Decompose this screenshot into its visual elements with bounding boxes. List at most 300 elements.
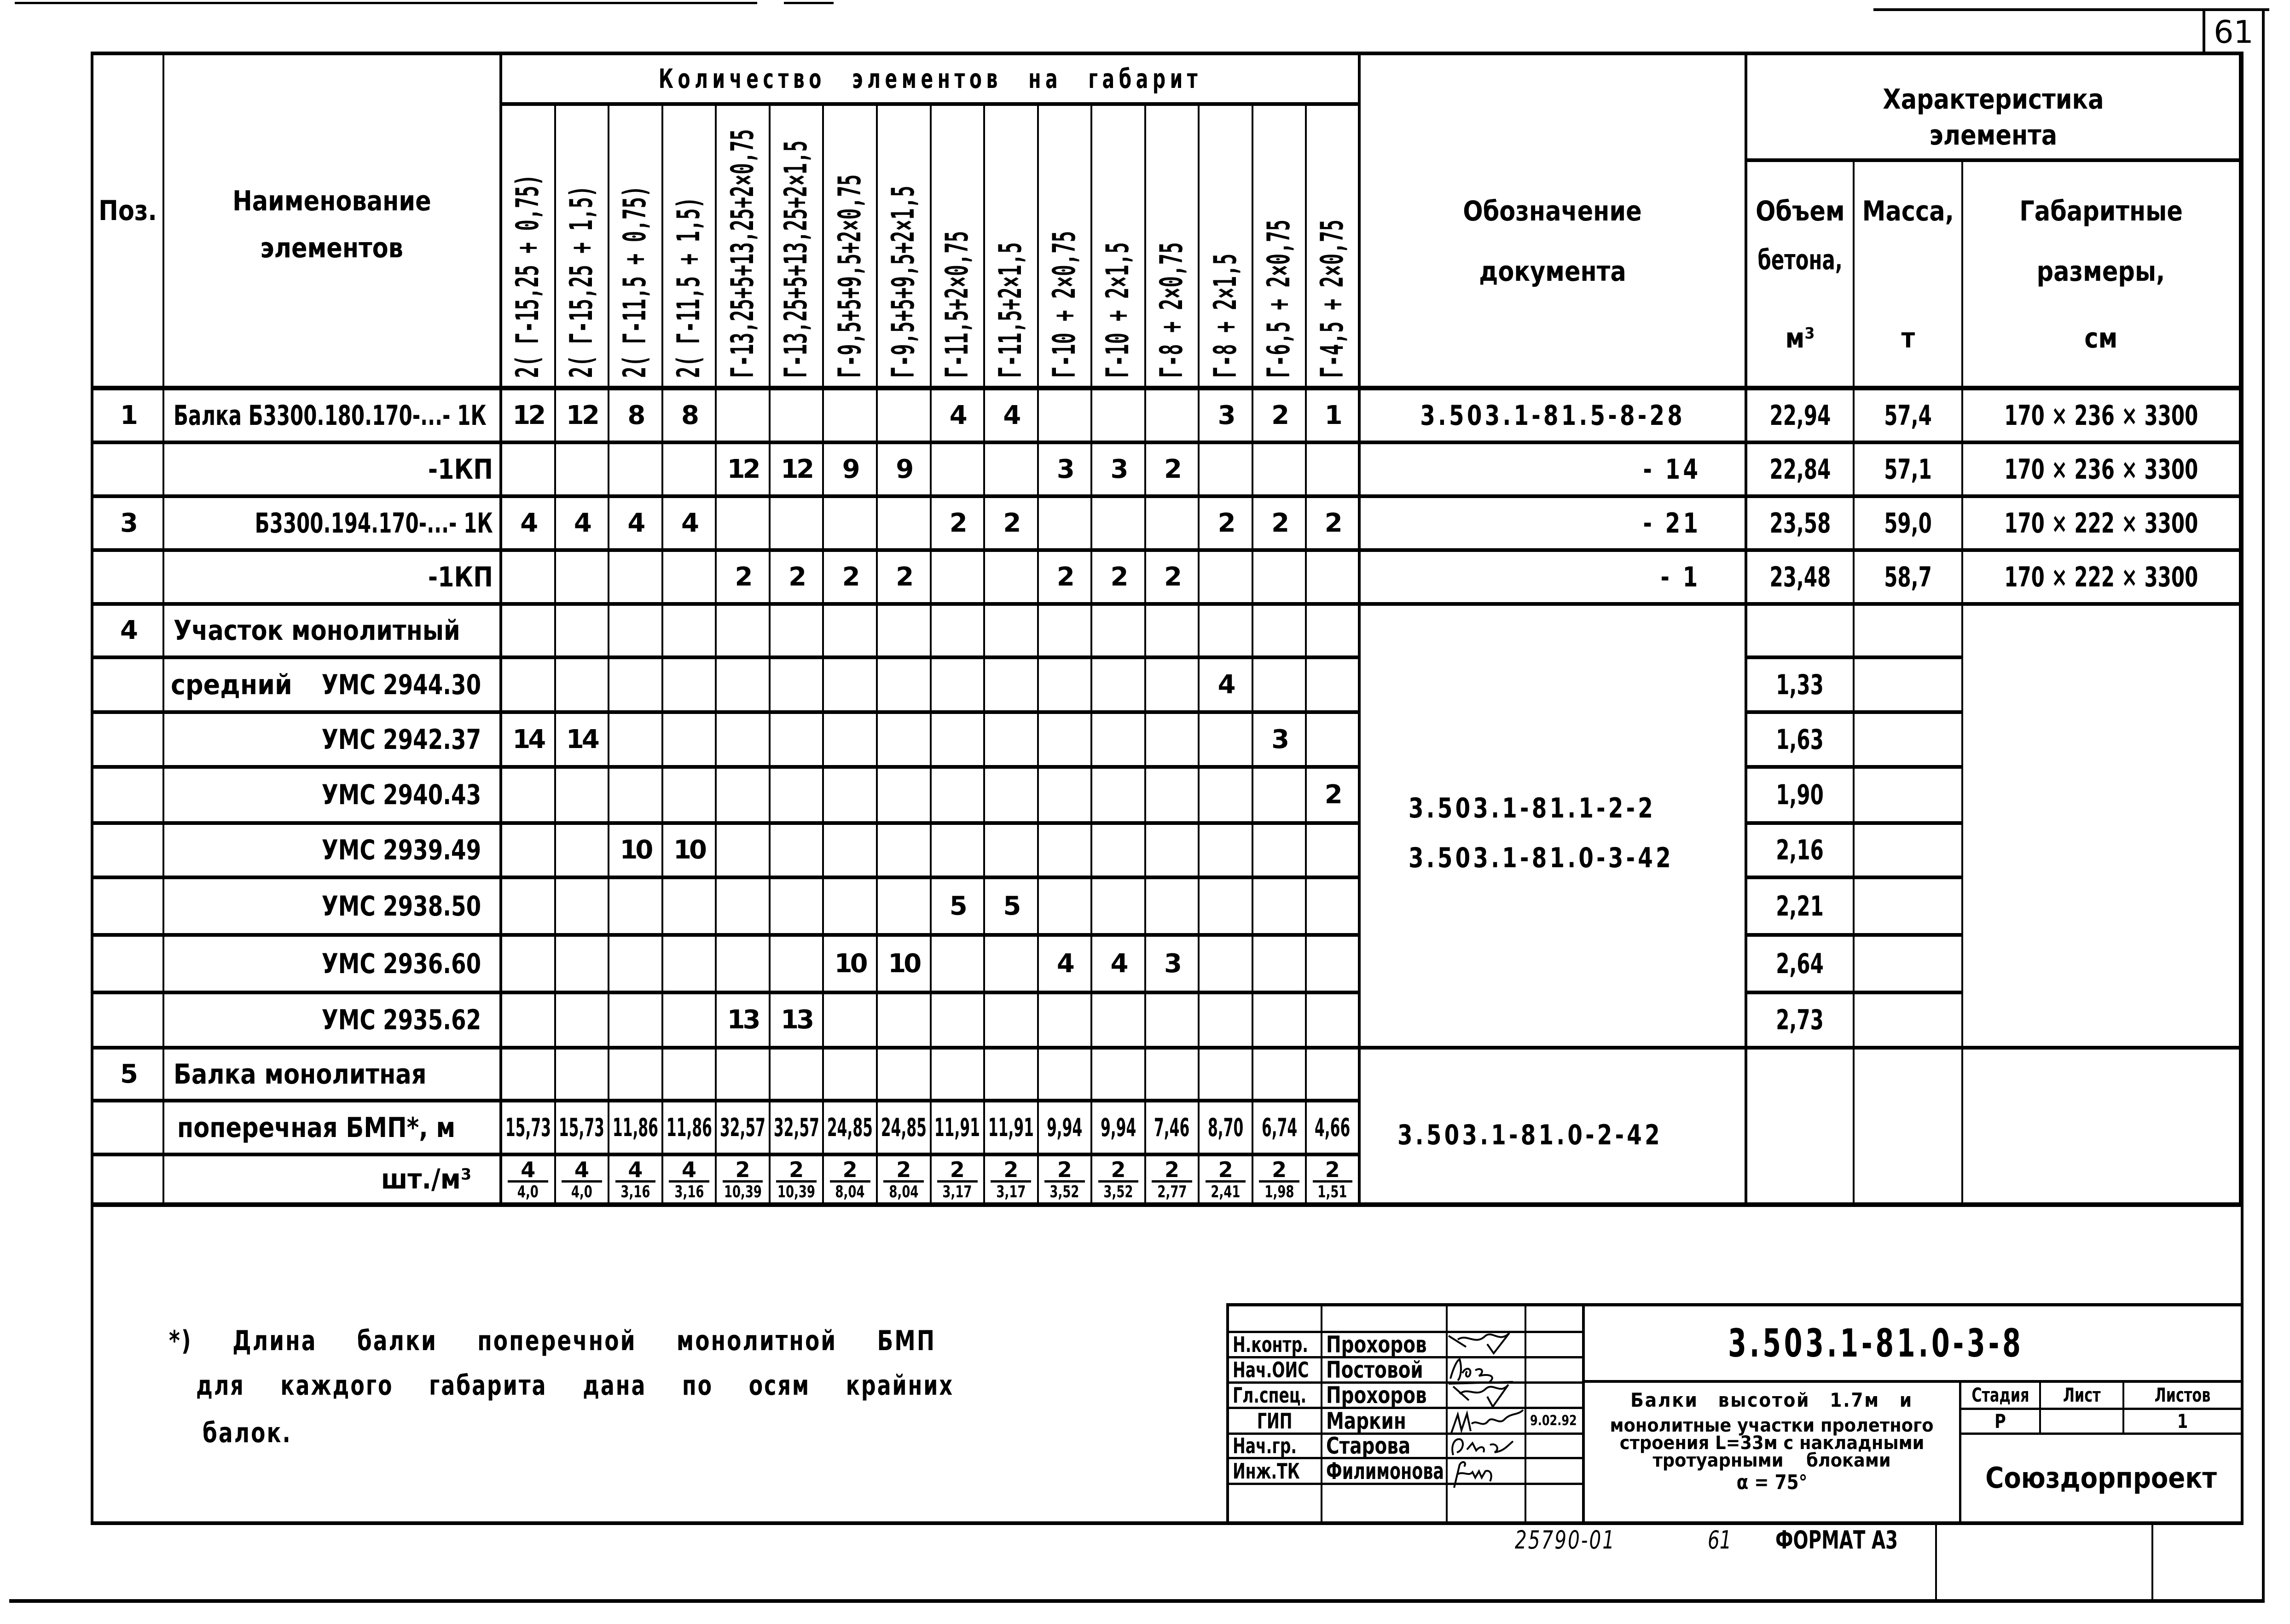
element-name: Балка монолитная	[174, 1058, 427, 1090]
ratio-cell	[878, 1156, 932, 1207]
qty-cell	[1039, 606, 1093, 659]
qty-cell	[1146, 879, 1200, 937]
qty-cell	[985, 994, 1039, 1050]
qty-cell: 4	[932, 390, 986, 444]
qty-column-header	[1307, 106, 1361, 390]
qty-cell: 2	[1307, 769, 1361, 825]
qty-cell	[556, 825, 610, 879]
length-cell	[1146, 1102, 1200, 1156]
ratio-numerator: 2	[883, 1159, 924, 1183]
qty-cell	[1200, 937, 1253, 994]
qty-cell	[609, 937, 663, 994]
qty-cell	[932, 444, 986, 498]
qty-cell: 12	[771, 444, 824, 498]
qty-column-header	[1146, 106, 1200, 390]
length-value: 24,85	[827, 1113, 873, 1142]
qty-cell	[663, 659, 717, 714]
mass-cell	[1855, 444, 1963, 498]
qty-cell	[1146, 1050, 1200, 1102]
qty-column-label: Г-6,5 + 2×0,75	[1261, 220, 1298, 378]
qty-cell	[1146, 714, 1200, 769]
qty-cell: 2	[1253, 390, 1307, 444]
organization-name: Союздорпроект	[1985, 1461, 2217, 1495]
pos-cell	[93, 825, 164, 879]
role-cell	[1229, 1358, 1322, 1384]
name-cell	[164, 1156, 502, 1207]
qty-cell	[1253, 994, 1307, 1050]
qty-cell	[1307, 552, 1361, 606]
designation-cell	[1361, 444, 1747, 498]
footnote-text: *) Длина балки поперечной монолитной БМП	[169, 1325, 936, 1357]
qty-cell	[824, 769, 878, 825]
ratio-numerator: 2	[776, 1159, 817, 1183]
footnote-text: для каждого габарита дана по осям крайних	[196, 1369, 954, 1402]
sheet-description	[1585, 1383, 1961, 1521]
mass-value: 58,7	[1884, 561, 1932, 593]
designation-cell-merged	[1361, 606, 1747, 1050]
element-name: УМС 2936.60	[321, 947, 481, 980]
pos-cell	[93, 1102, 164, 1156]
qty-cell	[878, 606, 932, 659]
dimensions-cell	[1963, 498, 2241, 552]
qty-cell	[717, 714, 771, 769]
person-name: Прохоров	[1326, 1382, 1427, 1409]
element-name: УМС 2944.30	[321, 668, 481, 701]
pos-cell	[93, 1156, 164, 1207]
qty-cell	[878, 498, 932, 552]
element-name: Участок монолитный	[174, 615, 460, 647]
qty-cell	[771, 769, 824, 825]
qty-cell: 2	[1039, 552, 1093, 606]
signature-table	[1226, 1303, 1585, 1521]
qty-cell	[1039, 659, 1093, 714]
header-volume-line2: бетона,	[1757, 244, 1843, 276]
element-name: Б3300.194.170-...- 1К	[255, 507, 493, 539]
qty-column-label: Г-13,25+5+13,25+2×1,5	[778, 140, 815, 378]
name-cell	[164, 498, 502, 552]
designation-value: 3.503.1-81.0-3-42	[1409, 842, 1674, 874]
qty-cell: 10	[663, 825, 717, 879]
qty-cell	[1092, 498, 1146, 552]
header-name-line2: элементов	[260, 232, 404, 264]
qty-cell: 14	[556, 714, 610, 769]
qty-cell	[1200, 444, 1253, 498]
qty-cell	[824, 606, 878, 659]
qty-cell	[609, 444, 663, 498]
volume-value: 2,64	[1776, 947, 1824, 980]
qty-cell	[1146, 825, 1200, 879]
element-name: -1КП	[428, 453, 493, 486]
mass-cell	[1855, 994, 1963, 1050]
volume-cell	[1747, 879, 1855, 937]
person-cell	[1322, 1358, 1448, 1384]
volume-cell	[1747, 498, 1855, 552]
qty-cell	[878, 994, 932, 1050]
person-cell	[1322, 1435, 1448, 1459]
qty-cell	[1039, 390, 1093, 444]
role-label: Инж.ТК	[1233, 1458, 1300, 1484]
mass-cell	[1855, 825, 1963, 879]
document-code-box	[1585, 1306, 2241, 1383]
volume-cell	[1747, 444, 1855, 498]
qty-cell	[663, 606, 717, 659]
length-value: 24,85	[881, 1113, 927, 1142]
ratio-numerator: 2	[1044, 1159, 1085, 1183]
qty-cell	[609, 769, 663, 825]
volume-value: 22,84	[1769, 453, 1831, 486]
qty-cell	[1039, 1050, 1093, 1102]
person-name: Старова	[1326, 1433, 1411, 1459]
qty-cell	[717, 659, 771, 714]
role-cell	[1229, 1409, 1322, 1435]
qty-cell	[932, 937, 986, 994]
header-qty-group	[502, 55, 1361, 106]
qty-column-label: Г-10 + 2×0,75	[1046, 231, 1083, 378]
qty-column-label: Г-11,5+2×1,5	[992, 242, 1029, 378]
length-cell	[502, 1102, 556, 1156]
pos-cell	[93, 994, 164, 1050]
qty-cell	[1307, 659, 1361, 714]
sig-empty-cell	[1448, 1485, 1526, 1521]
pos-cell	[93, 879, 164, 937]
page-bottom-line	[9, 1599, 2265, 1603]
sheets-value-cell	[2124, 1410, 2241, 1435]
qty-cell: 9	[878, 444, 932, 498]
ratio-denominator: 3,52	[1049, 1183, 1079, 1201]
qty-cell: 1	[1307, 390, 1361, 444]
role-label: Нач.гр.	[1233, 1433, 1297, 1458]
description-line: монолитные участки пролетного	[1610, 1415, 1934, 1436]
header-dimensions-line1: Габаритные	[2019, 195, 2183, 227]
person-cell	[1322, 1459, 1448, 1485]
qty-cell: 2	[771, 552, 824, 606]
qty-cell: 4	[1200, 659, 1253, 714]
sheets-header-label: Листов	[2154, 1384, 2211, 1406]
qty-cell	[1307, 714, 1361, 769]
qty-cell: 3	[1039, 444, 1093, 498]
qty-cell	[609, 659, 663, 714]
length-cell	[932, 1102, 986, 1156]
header-mass-unit: т	[1901, 322, 1915, 354]
qty-cell	[663, 552, 717, 606]
mass-value: 57,1	[1884, 453, 1932, 486]
qty-cell	[609, 552, 663, 606]
qty-cell	[502, 937, 556, 994]
header-designation-line2: документа	[1479, 255, 1626, 288]
signature-cell	[1448, 1459, 1526, 1485]
qty-cell	[717, 769, 771, 825]
qty-column-label: 2( Г-15,25 + 1,5)	[563, 186, 600, 378]
length-cell	[717, 1102, 771, 1156]
qty-cell	[771, 390, 824, 444]
qty-cell	[609, 994, 663, 1050]
dimensions-cell	[1963, 444, 2241, 498]
qty-cell	[556, 659, 610, 714]
qty-column-label: Г-8 + 2×1,5	[1207, 253, 1244, 378]
qty-cell	[1253, 825, 1307, 879]
role-label: Н.контр.	[1233, 1332, 1308, 1357]
qty-column-header	[824, 106, 878, 390]
qty-column-header	[556, 106, 610, 390]
qty-cell	[556, 1050, 610, 1102]
qty-cell: 2	[878, 552, 932, 606]
document-code: 3.503.1-81.0-3-8	[1728, 1321, 2024, 1366]
pos-cell	[93, 714, 164, 769]
description-line: α = 75°	[1736, 1471, 1808, 1494]
volume-cell	[1747, 994, 1855, 1050]
mass-cell	[1855, 552, 1963, 606]
role-cell	[1229, 1333, 1322, 1358]
qty-cell	[1307, 444, 1361, 498]
dimensions-value: 170 × 222 × 3300	[2004, 561, 2198, 593]
qty-cell	[717, 1050, 771, 1102]
qty-cell: 4	[556, 498, 610, 552]
dimensions-value: 170 × 236 × 3300	[2004, 453, 2198, 486]
qty-cell	[1146, 769, 1200, 825]
designation-cell	[1361, 552, 1747, 606]
qty-cell	[1253, 769, 1307, 825]
volume-value: 2,21	[1776, 890, 1824, 922]
qty-cell	[771, 606, 824, 659]
sheet-header	[2041, 1383, 2124, 1410]
qty-column-header	[1200, 106, 1253, 390]
ratio-denominator: 10,39	[777, 1183, 816, 1201]
person-cell	[1322, 1409, 1448, 1435]
length-cell	[985, 1102, 1039, 1156]
qty-column-header	[1092, 106, 1146, 390]
qty-cell: 8	[609, 390, 663, 444]
qty-cell	[878, 1050, 932, 1102]
qty-cell	[932, 994, 986, 1050]
sheets-value: 1	[2177, 1409, 2188, 1433]
length-value: 32,57	[773, 1113, 819, 1142]
qty-cell	[556, 879, 610, 937]
date-cell	[1526, 1333, 1585, 1358]
qty-cell	[1200, 825, 1253, 879]
dimensions-value: 170 × 236 × 3300	[2004, 399, 2198, 432]
qty-column-header	[502, 106, 556, 390]
element-name: УМС 2940.43	[321, 779, 481, 811]
qty-cell	[1200, 552, 1253, 606]
qty-cell: 10	[878, 937, 932, 994]
header-dimensions-unit: см	[2084, 322, 2118, 354]
qty-column-label: 2( Г-11,5 + 0,75)	[617, 186, 654, 378]
ratio-cell	[717, 1156, 771, 1207]
length-cell	[1307, 1102, 1361, 1156]
qty-cell	[771, 825, 824, 879]
pos-cell	[93, 937, 164, 994]
designation-value: - 14	[1643, 453, 1701, 486]
element-name: шт./м³	[381, 1163, 472, 1195]
signature-icon	[1449, 1456, 1525, 1487]
ratio-cell	[609, 1156, 663, 1207]
stage-header	[1961, 1383, 2041, 1410]
qty-cell	[824, 498, 878, 552]
person-cell	[1322, 1384, 1448, 1409]
sheet-number: 61	[1708, 1525, 1732, 1554]
description-line: Балки высотой 1.7м и	[1630, 1389, 1913, 1411]
qty-cell: 3	[1092, 444, 1146, 498]
mass-cell-merged	[1855, 1050, 1963, 1207]
length-cell	[878, 1102, 932, 1156]
ratio-denominator: 3,17	[996, 1183, 1026, 1201]
length-value: 11,86	[666, 1113, 712, 1142]
ratio-numerator: 2	[991, 1159, 1031, 1183]
qty-column-header	[985, 106, 1039, 390]
person-name: Маркин	[1326, 1407, 1406, 1434]
qty-cell	[1253, 1050, 1307, 1102]
ratio-numerator: 4	[562, 1159, 602, 1183]
length-cell	[1092, 1102, 1146, 1156]
footer-divider	[2151, 1521, 2153, 1601]
qty-cell	[878, 825, 932, 879]
qty-cell: 2	[985, 498, 1039, 552]
archive-number-box	[1515, 1525, 1649, 1555]
pos-cell: 1	[93, 390, 164, 444]
qty-cell: 5	[985, 879, 1039, 937]
date-cell	[1526, 1435, 1585, 1459]
qty-cell: 2	[1200, 498, 1253, 552]
ratio-denominator: 2,77	[1157, 1183, 1187, 1201]
qty-cell	[1039, 498, 1093, 552]
qty-cell	[1253, 552, 1307, 606]
qty-cell: 14	[502, 714, 556, 769]
qty-cell	[1253, 659, 1307, 714]
mass-cell	[1855, 769, 1963, 825]
pos-cell	[93, 769, 164, 825]
name-cell	[164, 659, 502, 714]
qty-cell	[985, 552, 1039, 606]
paper-format: ФОРМАТ А3	[1775, 1525, 1898, 1554]
ratio-cell	[1146, 1156, 1200, 1207]
qty-cell	[771, 937, 824, 994]
qty-cell	[502, 879, 556, 937]
ratio-denominator: 2,41	[1211, 1183, 1241, 1201]
ratio-cell	[985, 1156, 1039, 1207]
person-name: Филимонова	[1326, 1457, 1444, 1485]
length-value: 9,94	[1047, 1113, 1083, 1142]
sheet-number-box	[1708, 1525, 1739, 1555]
header-mass	[1855, 162, 1963, 390]
qty-cell: 3	[1253, 714, 1307, 769]
name-cell	[164, 1102, 502, 1156]
qty-cell	[824, 825, 878, 879]
qty-cell	[502, 994, 556, 1050]
designation-value: - 1	[1660, 561, 1701, 593]
qty-column-header	[1039, 106, 1093, 390]
name-cell	[164, 606, 502, 659]
qty-cell	[1200, 769, 1253, 825]
qty-cell	[771, 659, 824, 714]
qty-cell: 4	[1092, 937, 1146, 994]
qty-cell	[985, 659, 1039, 714]
ratio-cell	[1307, 1156, 1361, 1207]
qty-column-label: 2( Г-15,25 + 0,75)	[510, 174, 546, 378]
ratio-cell	[771, 1156, 824, 1207]
volume-value: 2,73	[1776, 1004, 1824, 1036]
designation-cell	[1361, 498, 1747, 552]
header-designation-line1: Обозначение	[1463, 195, 1642, 227]
qty-column-label: Г-13,25+5+13,25+2×0,75	[724, 129, 761, 378]
qty-cell	[878, 390, 932, 444]
sheet-value-cell	[2041, 1410, 2124, 1435]
qty-cell	[878, 769, 932, 825]
mass-cell	[1855, 390, 1963, 444]
elements-table	[93, 55, 2241, 1207]
description-line: строения L=33м с накладными	[1619, 1433, 1925, 1454]
qty-cell	[1039, 825, 1093, 879]
header-volume	[1747, 162, 1855, 390]
qty-cell	[556, 994, 610, 1050]
qty-cell	[985, 714, 1039, 769]
length-value: 15,73	[559, 1113, 605, 1142]
qty-cell: 12	[556, 390, 610, 444]
ratio-numerator: 2	[1098, 1159, 1139, 1183]
qty-cell	[1253, 879, 1307, 937]
stage-value-cell	[1961, 1410, 2041, 1435]
qty-column-header	[717, 106, 771, 390]
name-cell	[164, 714, 502, 769]
qty-cell	[932, 552, 986, 606]
volume-cell	[1747, 714, 1855, 769]
page-edge-line	[15, 2, 757, 4]
designation-value: 3.503.1-81.1-2-2	[1409, 792, 1656, 824]
stage-value: Р	[1994, 1409, 2006, 1433]
name-cell	[164, 937, 502, 994]
qty-cell: 9	[824, 444, 878, 498]
stage-header-label: Стадия	[1971, 1384, 2029, 1406]
header-mass-line1: Масса,	[1862, 195, 1954, 227]
person-name: Постовой	[1326, 1357, 1423, 1383]
designation-cell	[1361, 390, 1747, 444]
mass-cell	[1855, 714, 1963, 769]
qty-cell	[1307, 879, 1361, 937]
qty-cell	[932, 769, 986, 825]
element-name: Балка Б3300.180.170-...- 1К	[174, 399, 487, 432]
sig-empty-cell	[1526, 1485, 1585, 1521]
qty-cell	[771, 714, 824, 769]
qty-column-header	[932, 106, 986, 390]
qty-cell: 2	[1092, 552, 1146, 606]
qty-cell	[1307, 606, 1361, 659]
qty-cell	[502, 825, 556, 879]
qty-cell	[1200, 879, 1253, 937]
page-number: 61	[2214, 14, 2254, 51]
volume-cell	[1747, 552, 1855, 606]
qty-cell	[717, 498, 771, 552]
qty-cell	[878, 659, 932, 714]
qty-cell: 4	[502, 498, 556, 552]
person-cell	[1322, 1333, 1448, 1358]
ratio-cell	[1253, 1156, 1307, 1207]
name-cell	[164, 879, 502, 937]
length-value: 4,66	[1315, 1113, 1351, 1142]
qty-cell	[717, 937, 771, 994]
qty-cell	[1307, 994, 1361, 1050]
qty-cell	[663, 879, 717, 937]
length-value: 6,74	[1261, 1113, 1297, 1142]
qty-column-label: Г-4,5 + 2×0,75	[1314, 220, 1351, 378]
volume-cell	[1747, 390, 1855, 444]
qty-cell: 2	[1146, 444, 1200, 498]
ratio-denominator: 3,16	[674, 1183, 704, 1201]
qty-column-label: Г-9,5+5+9,5+2×0,75	[831, 174, 868, 378]
role-cell	[1229, 1459, 1322, 1485]
designation-value: 3.503.1-81.5-8-28	[1420, 399, 1685, 432]
length-value: 11,91	[988, 1113, 1034, 1142]
header-name	[164, 55, 502, 390]
qty-cell	[502, 769, 556, 825]
